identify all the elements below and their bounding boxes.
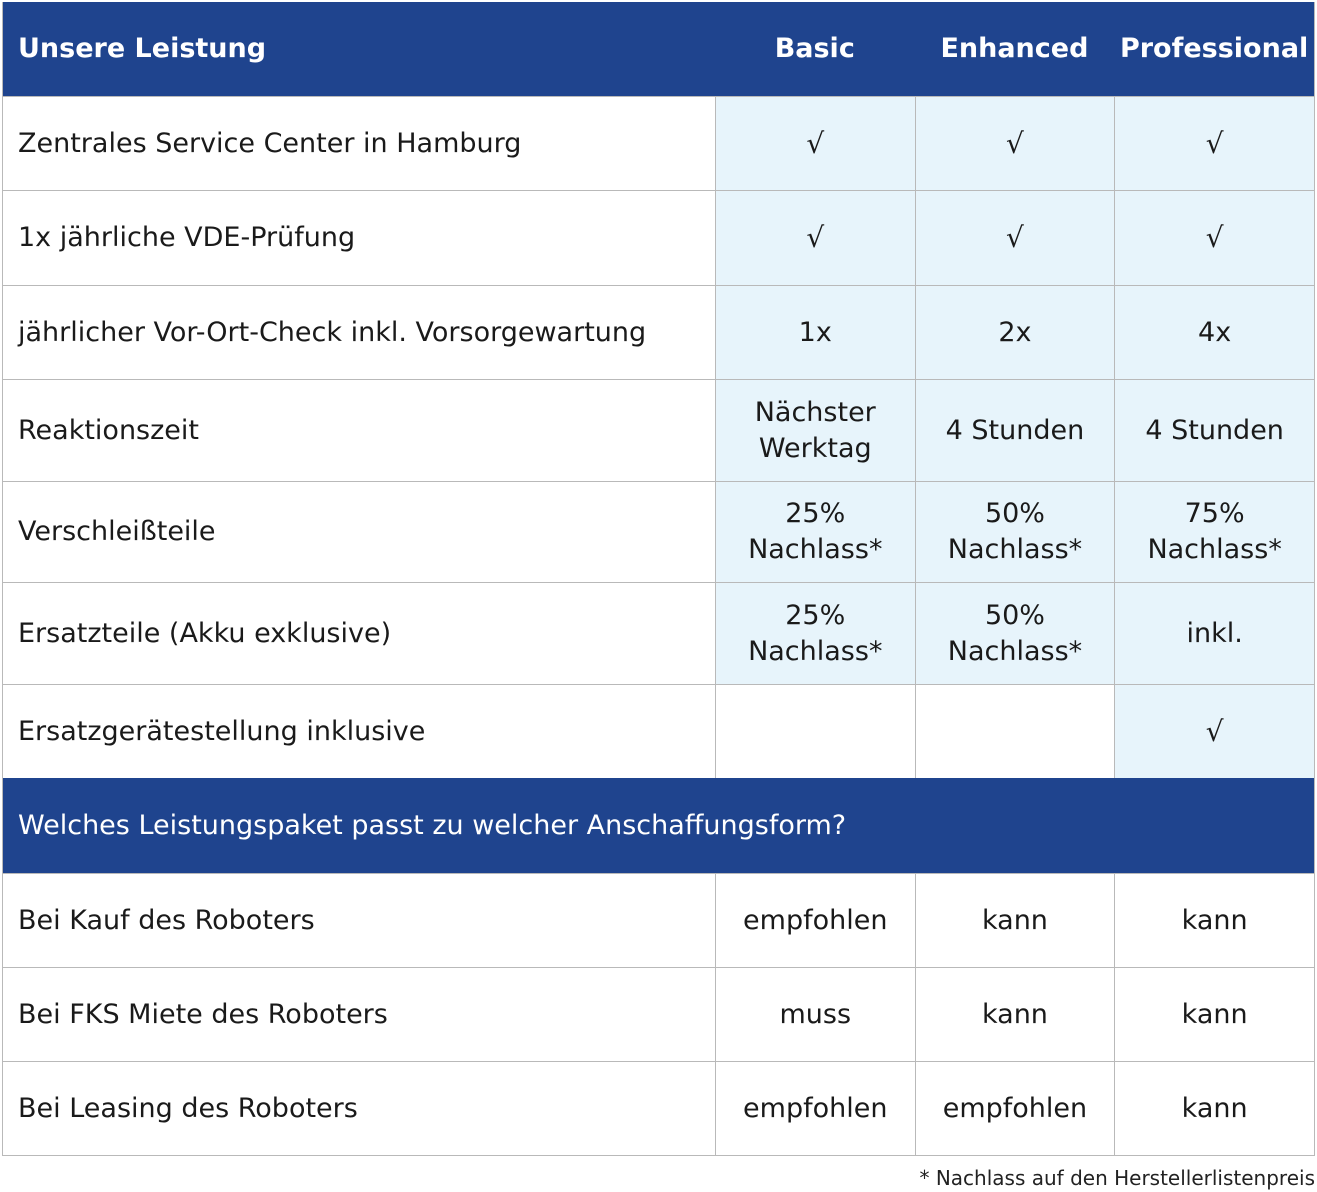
feature-value-enhanced: 4 Stunden — [915, 380, 1115, 481]
acquisition-row — [3, 1061, 1314, 1155]
feature-value-basic: 1x — [715, 286, 915, 379]
acquisition-value-enhanced: kann — [915, 968, 1115, 1061]
feature-label: Ersatzteile (Akku exklusive) — [18, 617, 392, 649]
acquisition-row — [3, 967, 1314, 1061]
feature-value-professional: 4x — [1114, 286, 1314, 379]
feature-row — [3, 379, 1314, 481]
section-header-row — [3, 778, 1314, 873]
feature-value-enhanced: √ — [915, 97, 1115, 190]
acquisition-row — [3, 873, 1314, 967]
feature-label: Reaktionszeit — [18, 414, 199, 446]
header-title: Unsere Leistung — [18, 33, 267, 64]
feature-row — [3, 582, 1314, 684]
feature-value-professional: √ — [1114, 97, 1314, 190]
feature-value-professional: 75% Nachlass* — [1114, 482, 1314, 582]
acquisition-rows — [3, 873, 1314, 1155]
footnote: * Nachlass auf den Herstellerlistenpreis — [919, 1166, 1315, 1190]
section-title: Welches Leistungspaket passt zu welcher Anschaffungsform? — [18, 809, 847, 841]
acquisition-value-enhanced: kann — [915, 874, 1115, 967]
feature-rows — [3, 96, 1314, 778]
feature-value-enhanced: √ — [915, 191, 1115, 285]
acquisition-label: Bei Kauf des Roboters — [18, 904, 315, 936]
feature-value-professional: √ — [1114, 685, 1314, 778]
feature-value-basic — [715, 685, 915, 778]
feature-value-professional: 4 Stunden — [1114, 380, 1314, 481]
feature-value-basic: √ — [715, 97, 915, 190]
feature-value-enhanced — [915, 685, 1115, 778]
acquisition-value-professional: kann — [1114, 874, 1314, 967]
acquisition-value-basic: empfohlen — [715, 1062, 915, 1155]
feature-label: Zentrales Service Center in Hamburg — [18, 127, 522, 159]
feature-row — [3, 684, 1314, 778]
feature-value-basic: √ — [715, 191, 915, 285]
feature-value-basic: Nächster Werktag — [715, 380, 915, 481]
feature-row — [3, 96, 1314, 190]
feature-value-enhanced: 2x — [915, 286, 1115, 379]
feature-label: 1x jährliche VDE-Prüfung — [18, 222, 356, 253]
service-comparison-table — [2, 2, 1315, 1156]
acquisition-value-professional: kann — [1114, 1062, 1314, 1155]
feature-label: Ersatzgerätestellung inklusive — [18, 715, 426, 747]
feature-row — [3, 190, 1314, 285]
feature-row — [3, 285, 1314, 379]
feature-value-basic: 25% Nachlass* — [715, 482, 915, 582]
table-header-row — [3, 2, 1314, 96]
acquisition-value-professional: kann — [1114, 968, 1314, 1061]
feature-value-enhanced: 50% Nachlass* — [915, 583, 1115, 684]
acquisition-value-basic: empfohlen — [715, 874, 915, 967]
feature-label: jährlicher Vor-Ort-Check inkl. Vorsorgewartung — [18, 316, 647, 348]
plan-professional-header: Professional — [1119, 33, 1309, 64]
acquisition-value-basic: muss — [715, 968, 915, 1061]
plan-enhanced-header: Enhanced — [940, 33, 1089, 64]
acquisition-label: Bei Leasing des Roboters — [18, 1092, 358, 1124]
feature-value-professional: √ — [1114, 191, 1314, 285]
plan-basic-header: Basic — [774, 33, 855, 64]
feature-row — [3, 481, 1314, 582]
feature-value-basic: 25% Nachlass* — [715, 583, 915, 684]
feature-label: Verschleißteile — [18, 516, 216, 547]
acquisition-label: Bei FKS Miete des Roboters — [18, 998, 388, 1030]
feature-value-professional: inkl. — [1114, 583, 1314, 684]
acquisition-value-enhanced: empfohlen — [915, 1062, 1115, 1155]
feature-value-enhanced: 50% Nachlass* — [915, 482, 1115, 582]
